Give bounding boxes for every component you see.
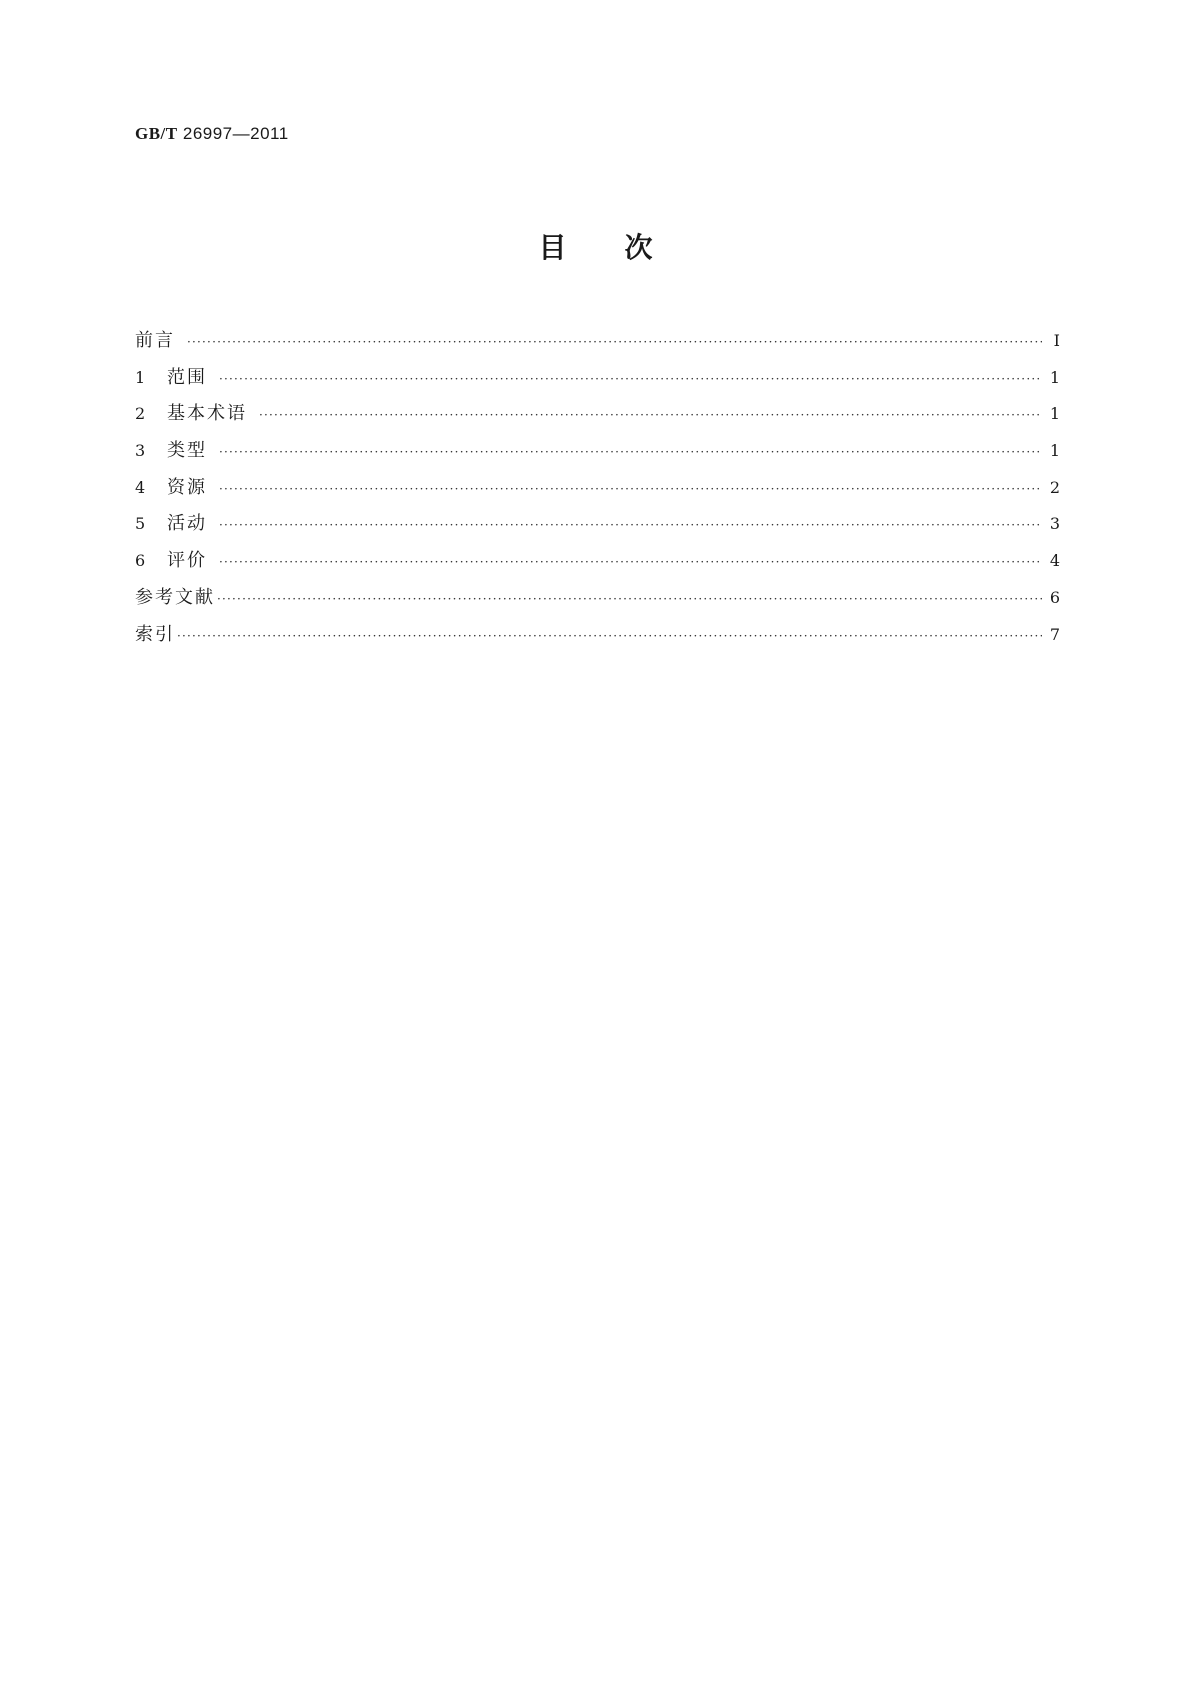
toc-leader-dots (187, 324, 1042, 360)
toc-entry-number: 5 (135, 514, 146, 534)
toc-leader-dots (219, 507, 1042, 543)
toc-leader-dots (219, 434, 1042, 470)
toc-leader-dots (219, 471, 1042, 507)
toc-entry-number: 1 (135, 367, 146, 387)
toc-entry-page: 1 (1049, 367, 1060, 387)
standard-code (135, 124, 289, 144)
toc-entry-page: 4 (1049, 551, 1060, 571)
toc-leader-dots (177, 618, 1042, 654)
toc-entry-foreword[interactable] (135, 323, 1060, 360)
standard-code-prefix: GB/T (135, 124, 178, 143)
toc-entry-label: 评价 (167, 550, 207, 572)
toc-entry-page: 6 (1049, 587, 1060, 607)
table-of-contents (135, 323, 1060, 653)
toc-entry-page: 1 (1049, 441, 1060, 461)
toc-entry-number: 6 (135, 551, 146, 571)
toc-entry-page: 3 (1049, 514, 1060, 534)
toc-entry-page: 7 (1049, 624, 1060, 644)
toc-leader-dots (259, 397, 1042, 433)
toc-entry-index[interactable] (135, 617, 1060, 654)
standard-code-number: 26997—2011 (182, 124, 289, 143)
toc-entry-label: 参考文献 (135, 586, 215, 608)
toc-entry-bibliography[interactable] (135, 580, 1060, 617)
toc-leader-dots (217, 581, 1042, 617)
toc-entry-number: 4 (135, 477, 146, 497)
toc-entry-label: 范围 (167, 366, 207, 388)
toc-entry-label: 前言 (135, 330, 175, 351)
page-title: 目次 (538, 231, 711, 264)
toc-entry-label: 资源 (167, 476, 207, 498)
toc-leader-dots (219, 361, 1042, 397)
toc-leader-dots (219, 544, 1042, 580)
toc-entry-label: 类型 (167, 440, 207, 462)
toc-entry-basic-terms[interactable] (135, 396, 1060, 433)
toc-entry-scope[interactable] (135, 360, 1060, 397)
toc-entry-number: 2 (135, 404, 146, 424)
toc-entry-page: 2 (1049, 477, 1060, 497)
toc-entry-evaluation[interactable] (135, 543, 1060, 580)
toc-entry-label: 活动 (167, 513, 207, 535)
toc-entry-resources[interactable] (135, 470, 1060, 507)
toc-entry-activities[interactable] (135, 506, 1060, 543)
toc-entry-types[interactable] (135, 433, 1060, 470)
toc-entry-page: I (1053, 331, 1060, 350)
toc-entry-label: 基本术语 (167, 403, 247, 425)
toc-entry-number: 3 (135, 441, 146, 461)
toc-entry-page: 1 (1049, 404, 1060, 424)
toc-entry-label: 索引 (135, 623, 175, 645)
